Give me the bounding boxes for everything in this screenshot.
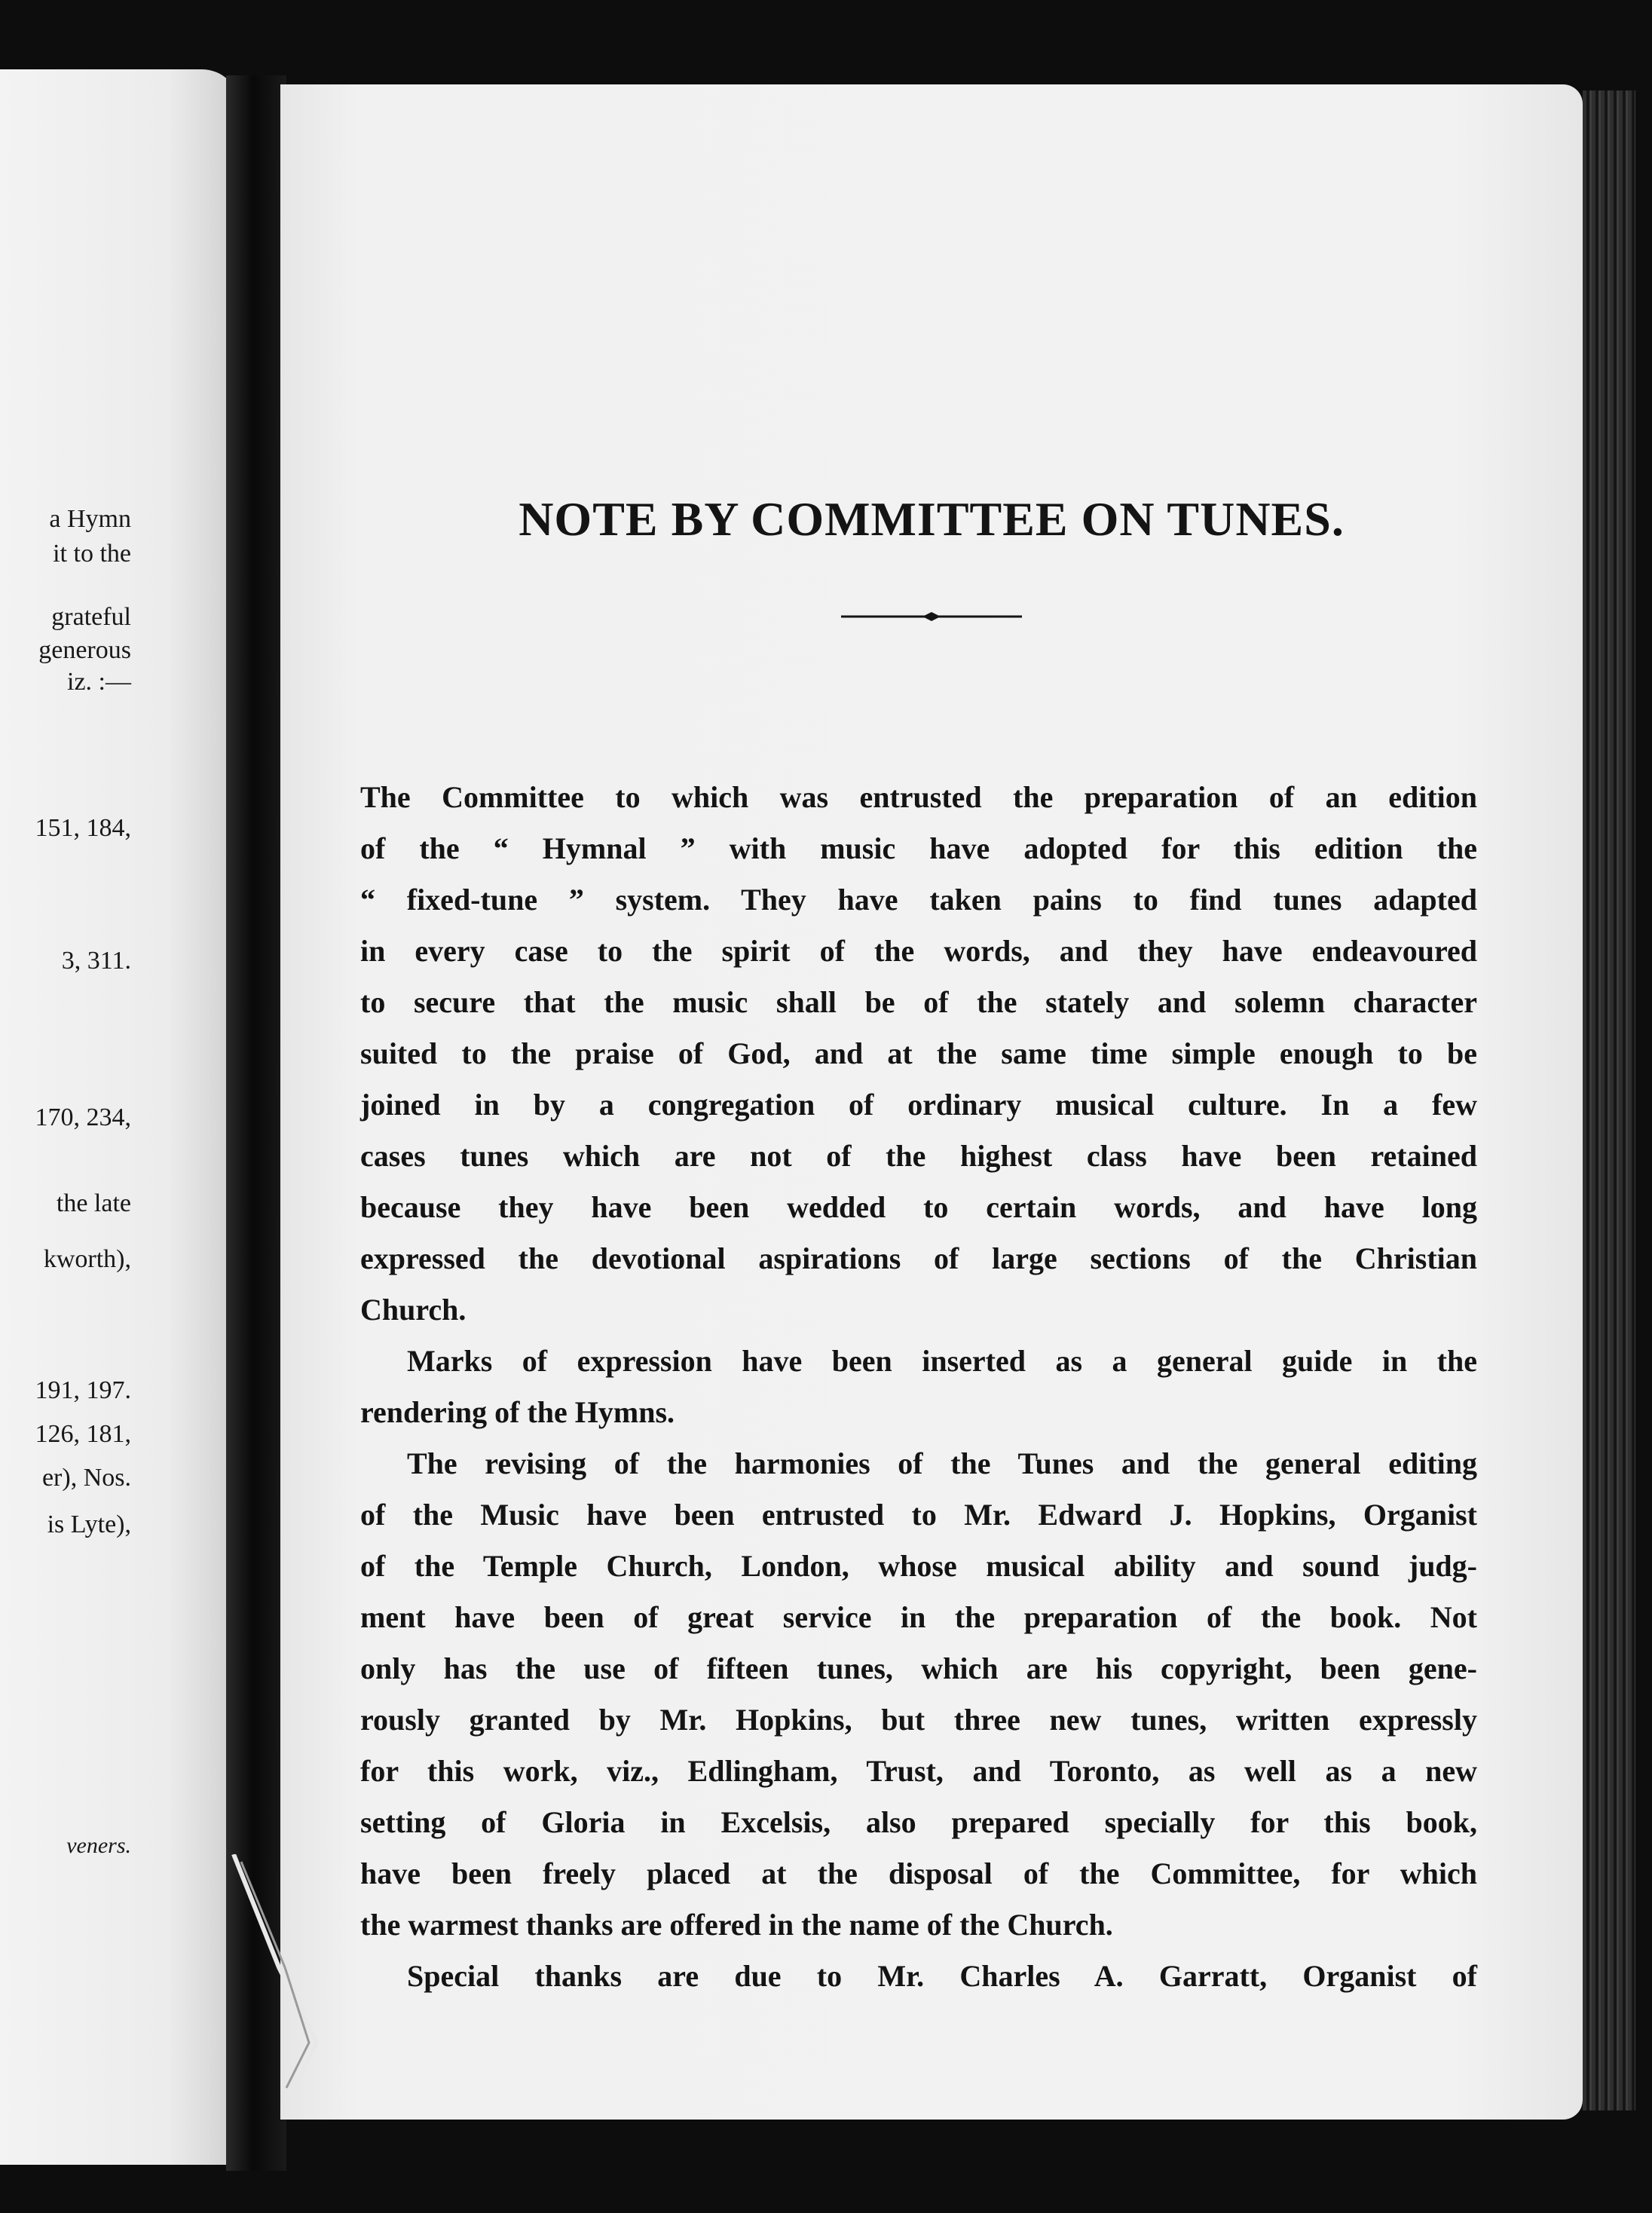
text-line: the warmest thanks are offered in the name of the Church. [360, 1908, 1113, 1942]
text-line: only has the use of fifteen tunes, which are his copyright, been gene- [360, 1651, 1477, 1685]
left-page-line: 170, 234, [35, 1103, 131, 1131]
text-line: cases tunes which are not of the highest class have been retained [360, 1139, 1477, 1173]
text-line: Special thanks are due to Mr. Charles A. Garratt, Organist of [407, 1959, 1477, 1993]
text-line: have been freely placed at the disposal of the Committee, for which [360, 1856, 1477, 1890]
text-line: of the “ Hymnal ” with music have adopted for this edition the [360, 831, 1477, 865]
text-line: Church. [360, 1293, 467, 1327]
left-page-line: 3, 311. [61, 947, 131, 975]
page-title: NOTE BY COMMITTEE ON TUNES. [519, 492, 1345, 546]
text-line: setting of Gloria in Excelsis, also prepared specially for this book, [360, 1805, 1477, 1839]
text-line: in every case to the spirit of the words, and they have endeavoured [360, 934, 1477, 968]
left-page-line: grateful [51, 603, 131, 631]
text-line: rendering of the Hymns. [360, 1395, 675, 1429]
text-line: joined in by a congregation of ordinary musical culture. In a few [360, 1088, 1477, 1122]
left-page-line: 151, 184, [35, 814, 131, 842]
page-edge-stack [1583, 90, 1635, 2110]
text-line: of the Temple Church, London, whose musical ability and sound judg- [360, 1549, 1477, 1583]
left-page-line: kworth), [43, 1245, 131, 1273]
left-page-line: the late [56, 1189, 131, 1217]
text-line: “ fixed-tune ” system. They have taken pains to find tunes adapted [360, 883, 1477, 917]
ornamental-rule [841, 612, 1022, 621]
text-line: of the Music have been entrusted to Mr. Edward J. Hopkins, Organist [360, 1498, 1477, 1532]
left-page-line: er), Nos. [41, 1464, 131, 1492]
text-line: ment have been of great service in the preparation of the book. Not [360, 1600, 1477, 1634]
text-line: to secure that the music shall be of the stately and solemn character [360, 985, 1477, 1019]
left-page-line: a Hymn [49, 505, 131, 533]
text-line: because they have been wedded to certain words, and have long [360, 1190, 1477, 1224]
left-page-line: is Lyte), [47, 1511, 131, 1538]
folded-page-corner [219, 1854, 324, 2110]
left-page-line: veners. [66, 1833, 131, 1858]
left-page-line: 126, 181, [35, 1420, 131, 1448]
left-page-line: 191, 197. [35, 1376, 131, 1404]
note-body [360, 772, 1477, 2002]
left-page-line: iz. :— [67, 668, 131, 696]
text-line: rously granted by Mr. Hopkins, but three new tunes, written expressly [360, 1703, 1477, 1737]
text-line: for this work, viz., Edlingham, Trust, and Toronto, as well as a new [360, 1754, 1477, 1788]
left-page-line: it to the [53, 540, 131, 568]
text-line: Marks of expression have been inserted as a general guide in the [407, 1344, 1477, 1378]
left-page [0, 69, 240, 2165]
text-line: The revising of the harmonies of the Tunes and the general editing [407, 1446, 1477, 1480]
left-page-line: generous [38, 636, 131, 664]
text-line: expressed the devotional aspirations of large sections of the Christian [360, 1241, 1477, 1275]
text-line: The Committee to which was entrusted the preparation of an edition [360, 780, 1477, 814]
text-line: suited to the praise of God, and at the same time simple enough to be [360, 1036, 1477, 1070]
right-page [280, 84, 1583, 2120]
